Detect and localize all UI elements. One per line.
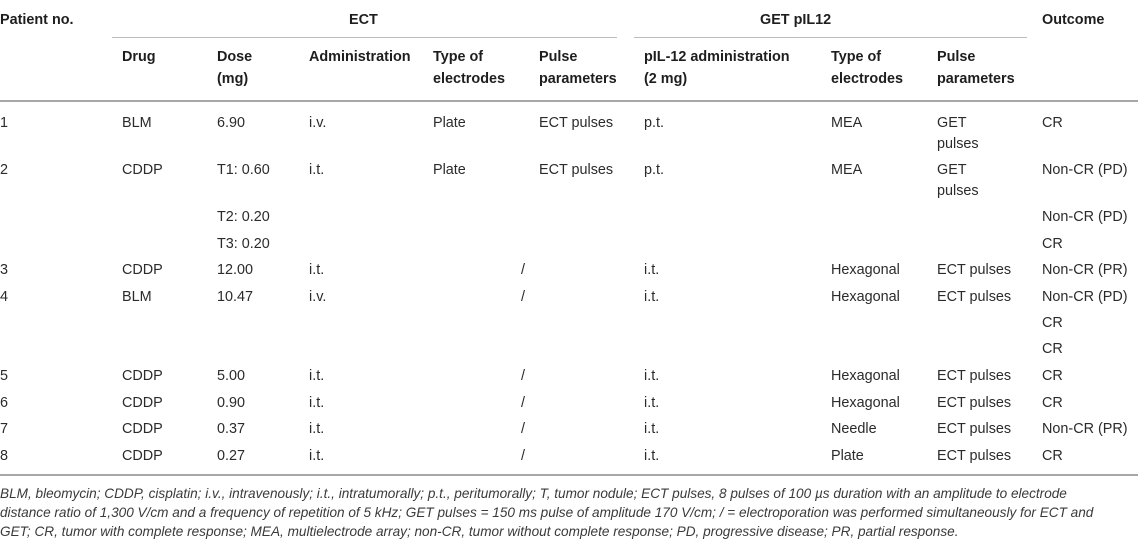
cell-patient: 6 [0,395,9,411]
cell-admin: i.t. [309,368,325,384]
cell-ect-pulse: ECT pulses [539,115,614,131]
cell-get-electrodes: Hexagonal [831,262,900,278]
cell-outcome: Non-CR (PD) [1042,289,1128,305]
cell-drug: CDDP [122,262,163,278]
cell-drug: BLM [122,289,152,305]
cell-get-pulse: ECT pulses [937,448,1012,464]
table-footnote [0,484,1138,541]
cell-drug: CDDP [122,421,163,437]
header-outcome: Outcome [1042,12,1105,28]
cell-get-electrodes: Hexagonal [831,395,900,411]
header-pil12-admin-1: pIL-12 administration [644,49,790,65]
cell-outcome: Non-CR (PD) [1042,162,1128,178]
cell-outcome: Non-CR (PR) [1042,421,1128,437]
cell-outcome: CR [1042,368,1063,384]
table-bottom-rule [0,474,1138,476]
cell-dose: 0.27 [217,448,246,464]
cell-drug: CDDP [122,162,163,178]
header-get-pulse-1: Pulse [937,49,976,65]
cell-patient: 1 [0,115,9,131]
cell-admin: i.v. [309,289,327,305]
cell-drug: CDDP [122,395,163,411]
cell-dose: 0.37 [217,421,246,437]
cell-ect-merged: / [521,289,525,305]
cell-pil12-admin: p.t. [644,115,664,131]
cell-admin: i.t. [309,262,325,278]
ect-group-rule [112,37,617,38]
cell-get-pulse-1: GET [937,162,967,178]
header-pil12-admin-2: (2 mg) [644,71,688,87]
cell-get-pulse: ECT pulses [937,421,1012,437]
cell-dose: 6.90 [217,115,246,131]
cell-outcome: CR [1042,341,1063,357]
footnote-line-3: GET; CR, tumor with complete response; MEA, multielectrode array; non-CR, tumor without complete response; PD, progressive disease; PR, partial response. [0,524,959,539]
cell-pil12-admin: i.t. [644,262,660,278]
cell-drug: BLM [122,115,152,131]
cell-outcome: Non-CR (PD) [1042,209,1128,225]
cell-dose: 5.00 [217,368,246,384]
cell-ect-merged: / [521,262,525,278]
cell-pil12-admin: p.t. [644,162,664,178]
header-bottom-rule [0,100,1138,102]
header-ect-electrodes-2: electrodes [433,71,505,87]
cell-ect-merged: / [521,421,525,437]
cell-outcome: CR [1042,315,1063,331]
cell-patient: 3 [0,262,9,278]
cell-outcome: CR [1042,236,1063,252]
header-ect-pulse-2: parameters [539,71,617,87]
cell-admin: i.v. [309,115,327,131]
header-get-pil12: GET pIL12 [760,12,832,28]
header-drug: Drug [122,49,156,65]
cell-ect-merged: / [521,368,525,384]
cell-pil12-admin: i.t. [644,421,660,437]
cell-drug: CDDP [122,448,163,464]
cell-outcome: CR [1042,448,1063,464]
header-ect: ECT [349,12,378,28]
cell-admin: i.t. [309,448,325,464]
header-patient-no: Patient no. [0,12,74,28]
cell-admin: i.t. [309,421,325,437]
cell-get-pulse-1: GET [937,115,967,131]
header-dose-2: (mg) [217,71,249,87]
cell-get-pulse: ECT pulses [937,368,1012,384]
cell-patient: 8 [0,448,9,464]
cell-dose: T2: 0.20 [217,209,270,225]
cell-get-pulse: ECT pulses [937,289,1012,305]
get-group-rule [634,37,1027,38]
cell-get-electrodes: MEA [831,162,863,178]
cell-get-pulse-2: pulses [937,136,979,152]
header-get-electrodes-2: electrodes [831,71,903,87]
cell-get-pulse: ECT pulses [937,395,1012,411]
cell-dose: 12.00 [217,262,254,278]
cell-patient: 7 [0,421,9,437]
cell-pil12-admin: i.t. [644,448,660,464]
cell-get-pulse: ECT pulses [937,262,1012,278]
cell-outcome: Non-CR (PR) [1042,262,1128,278]
cell-patient: 5 [0,368,9,384]
cell-patient: 4 [0,289,9,305]
cell-admin: i.t. [309,162,325,178]
cell-get-electrodes: MEA [831,115,863,131]
cell-dose: 0.90 [217,395,246,411]
cell-get-electrodes: Hexagonal [831,289,900,305]
cell-ect-merged: / [521,448,525,464]
cell-ect-pulse: ECT pulses [539,162,614,178]
cell-patient: 2 [0,162,9,178]
cell-dose: 10.47 [217,289,254,305]
cell-outcome: CR [1042,395,1063,411]
footnote-line-1: BLM, bleomycin; CDDP, cisplatin; i.v., intravenously; i.t., intratumorally; p.t., peritumorally; T, tumor nodule; ECT pulses, 8 pulses of 100 µs duration with an amplitude to electrode [0,486,1067,501]
cell-drug: CDDP [122,368,163,384]
cell-ect-merged: / [521,395,525,411]
cell-get-pulse-2: pulses [937,183,979,199]
footnote-line-2: distance ratio of 1,300 V/cm and a frequency of repetition of 5 kHz; GET pulses = 150 ms pulse of amplitude 170 V/cm; / = electroporation was performed simultaneously for ECT and [0,505,1094,520]
cell-get-electrodes: Needle [831,421,877,437]
cell-dose: T3: 0.20 [217,236,270,252]
cell-dose: T1: 0.60 [217,162,270,178]
cell-admin: i.t. [309,395,325,411]
header-get-electrodes-1: Type of [831,49,882,65]
cell-pil12-admin: i.t. [644,368,660,384]
cell-ect-electrodes: Plate [433,162,466,178]
cell-ect-electrodes: Plate [433,115,466,131]
header-get-pulse-2: parameters [937,71,1015,87]
header-administration: Administration [309,49,411,65]
header-ect-electrodes-1: Type of [433,49,484,65]
cell-outcome: CR [1042,115,1063,131]
header-dose-1: Dose [217,49,253,65]
cell-pil12-admin: i.t. [644,289,660,305]
cell-pil12-admin: i.t. [644,395,660,411]
cell-get-electrodes: Plate [831,448,864,464]
header-ect-pulse-1: Pulse [539,49,578,65]
cell-get-electrodes: Hexagonal [831,368,900,384]
